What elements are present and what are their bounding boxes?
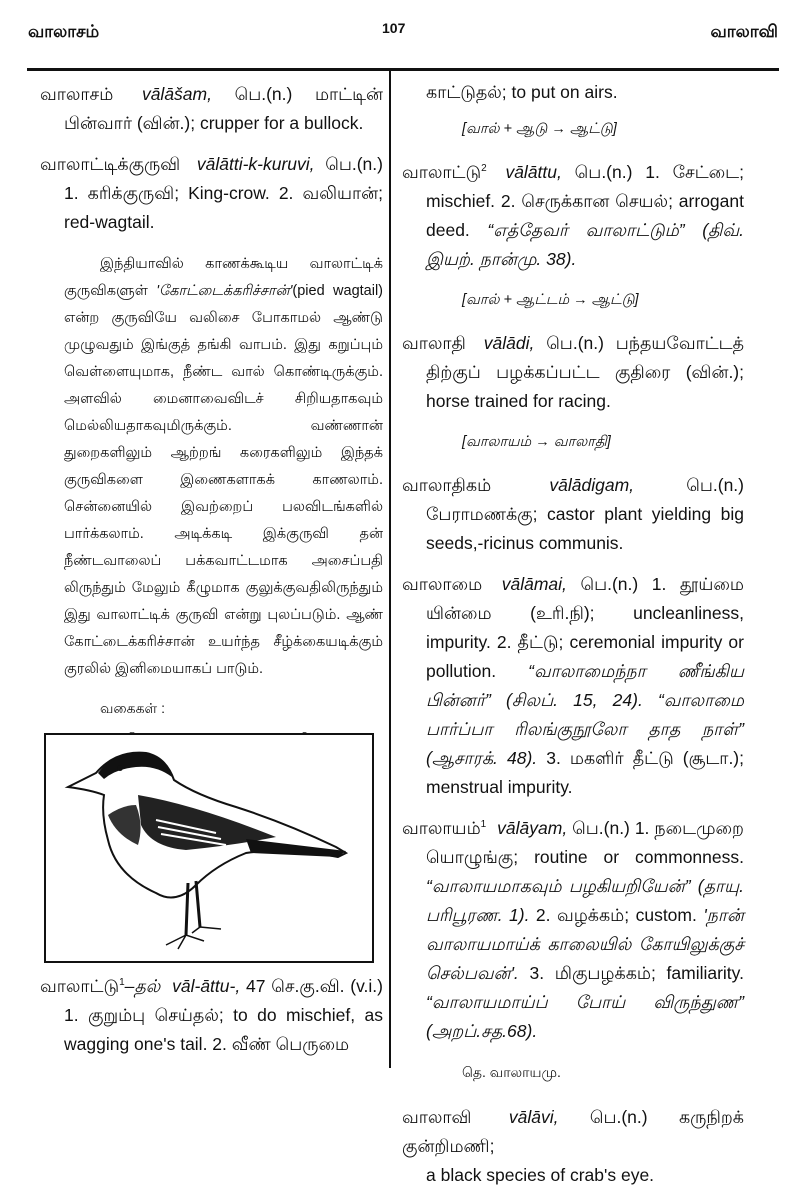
homonym-number: 2 — [481, 163, 487, 175]
headword: வாலாட்டு — [40, 976, 120, 996]
definition — [402, 187, 744, 274]
citation: “எத்தேவர் வாலாட்டும்” (திவ். இயற். நான்மு. 38). — [426, 220, 744, 269]
entry-pos: பெ.(n.) — [686, 475, 744, 495]
entry-valattikkuruvi — [40, 150, 383, 237]
entry-valavi — [402, 1103, 744, 1190]
entry-first-line — [402, 1103, 744, 1161]
header-rule — [27, 68, 779, 71]
entry-valattu1 — [40, 972, 383, 1059]
transliteration: vālāttu, — [505, 162, 562, 182]
etymology: [வால் + ஆட்டம் → ஆட்டு] — [462, 292, 639, 308]
etymology: [வால் + ஆடு → ஆட்டு] — [462, 121, 617, 137]
note-paragraph — [64, 251, 383, 683]
continuation: காட்டுதல்; to put on airs. — [426, 82, 618, 102]
citation: “வாலாமைந்நா ணீங்கிய பின்னர்” (சிலப். 15, 24). “வாலாமை பார்ப்பா ரிலங்குநூலோ தாத நாள்” (ஆசாரக். 48). — [426, 661, 744, 768]
definition — [402, 843, 744, 1046]
definition-text: யின்மை (உரி.நி); uncleanliness, impurity. 2. தீட்டு; ceremonial impurity or pollution. — [426, 603, 744, 681]
definition: 1. குறும்பு செய்தல்; to do mischief, as wagging one's tail. 2. வீண் பெருமை — [64, 1005, 383, 1054]
transliteration: vāl-āttu-, — [172, 976, 241, 996]
note-text: (pied wagtail) என்ற குருவியே வலிசை போகாமல் ஆண்டு முழுவதும் இங்குத் தங்கி வாபம். இது கறுப்பும் வெள்ளையுமாக, நீண்ட வால் கொண்டிருக்கும். அளவில் மைனாவைவிடச் சிறியதாகவும் மெல்லியதாகவுமிருக்கும். வண்ணான் துறைகளிலும் ஆற்றங் கரைகளிலும் இந்தக் குருவிகளை இணைகளாகக் காணலாம். சென்னையில் இவற்றைப் பலவிடங்களில் பார்க்கலாம். அடிக்கடி இக்குருவி தன் நீண்டவாலைப் பக்கவாட்டமாக அசைப்பதி லிருந்தும் மேலும் கீழுமாக குலுக்குவதிலிருந்தும் இது வாலாட்டிக் குருவி என்று புலப்படும். ஆண் கோட்டைக்கரிச்சான் உயர்ந்த சீழ்க்கையடிக்கும் குரலில் இனிமையாகப் பாடும். — [64, 283, 383, 677]
transliteration: vālādigam, — [549, 475, 635, 495]
homonym-number: 1 — [480, 819, 487, 831]
headword: வாலாதி — [402, 333, 466, 353]
homonym-number: 1 — [119, 977, 125, 989]
definition: திற்குப் பழக்கப்பட்ட குதிரை (வின்.); horse trained for racing. — [426, 362, 744, 411]
definition-text: யொழுங்கு; routine or commonness. — [426, 847, 744, 867]
transliteration: vālādi, — [483, 333, 535, 353]
entry-pos: பெ.(n.) — [325, 154, 383, 174]
transliteration: vālātti-k-kuruvi, — [196, 154, 315, 174]
entry-valattu2 — [402, 158, 744, 274]
definition-text: 3. மகளிர் தீட்டு (சூடா.); menstrual impurity. — [426, 748, 744, 797]
entry-pos: பெ.(n.) 1. தூய்மை — [580, 574, 744, 594]
guide-word-right: வாலாவி — [710, 22, 778, 41]
page-number: 107 — [382, 20, 406, 36]
left-column-bottom — [40, 972, 383, 1071]
headword: வாலாசம் — [40, 84, 114, 104]
entry-first-line — [402, 814, 744, 843]
etymology: [வாலாயம் → வாலாதி] — [462, 434, 611, 450]
entry-valamai — [402, 570, 744, 802]
types-title: வகைகள் : — [100, 700, 165, 716]
headword: வாலாட்டு — [402, 162, 482, 182]
transliteration: vālāšam, — [141, 84, 212, 104]
entry-pos: 47 செ.கு.வி. (v.i.) — [245, 976, 383, 996]
entry-pos: பெ.(n.) 1. நடைமுறை — [572, 818, 744, 838]
column-divider — [389, 70, 391, 1068]
entry-pos: பெ.(n.) பந்தயவோட்டத் — [546, 333, 744, 353]
wagtail-note — [40, 251, 383, 683]
definition: பின்வார் (வின்.); crupper for a bullock. — [64, 113, 364, 133]
entry-first-line — [402, 471, 744, 500]
right-column — [402, 78, 744, 1202]
definition: பேராமணக்கு; castor plant yielding big seeds,-ricinus communis. — [426, 504, 744, 553]
entry-pos: பெ.(n.) கருநிறக் குன்றிமணி; — [402, 1107, 744, 1156]
wagtail-illustration — [44, 733, 374, 963]
entry-first-line — [402, 570, 744, 599]
definition: 1. கரிக்குருவி; King-crow. 2. வலியான்; red-wagtail. — [64, 183, 383, 232]
entry-valadi — [402, 329, 744, 416]
entry-valasam — [40, 80, 383, 138]
definition-text: mischief. 2. செருக்கான செயல்; arrogant deed. — [426, 191, 744, 240]
headword-suffix: –தல் — [124, 976, 161, 996]
transliteration: vālāvi, — [508, 1107, 559, 1127]
headword: வாலாவி — [402, 1107, 472, 1127]
citation: 'நான் வாலாயமாய்க் காலையில் கோயிலுக்குச் செல்பவன்'. — [426, 905, 744, 983]
entry-pos: பெ.(n.) 1. சேட்டை; — [574, 162, 744, 182]
note-text: இந்தியாவில் காணக்கூடிய வாலாட்டிக் குருவிகளுள் — [64, 256, 383, 299]
citation: “வாலாயமாய்ப் போய் விருந்துண” (அறப்.சத.68). — [426, 992, 744, 1041]
definition-text: 3. மிகுபழக்கம்; familiarity. — [518, 963, 744, 983]
headword: வாலாயம் — [402, 818, 481, 838]
guide-word-left: வாலாசம் — [28, 22, 100, 41]
headword: வாலாட்டிக்குருவி — [40, 154, 181, 174]
entry-first-line — [40, 80, 383, 109]
definition: a black species of crab's eye. — [426, 1165, 655, 1185]
headword: வாலாமை — [402, 574, 483, 594]
definition — [402, 599, 744, 802]
citation: “வாலாயமாகவும் பழகியறியேன்” (தாயு. பரிபூரண. 1). — [426, 876, 744, 925]
transliteration: vālāmai, — [501, 574, 567, 594]
bird-drawing-icon — [46, 735, 372, 961]
entry-first-line — [402, 329, 744, 358]
entry-valadigam — [402, 471, 744, 558]
left-column — [40, 80, 383, 803]
entry-pos: பெ.(n.) மாட்டின் — [234, 84, 383, 104]
entry-first-line — [402, 158, 744, 187]
telugu-cognate: தெ. வாலாயமு. — [462, 1064, 561, 1080]
entry-valayam1 — [402, 814, 744, 1046]
entry-first-line — [40, 150, 383, 179]
note-quote: 'கோட்டைக்கரிச்சான்' — [156, 283, 293, 299]
headword: வாலாதிகம் — [402, 475, 492, 495]
transliteration: vālāyam, — [497, 818, 568, 838]
definition-text: 2. வழக்கம்; custom. — [529, 905, 704, 925]
entry-first-line — [40, 972, 383, 1001]
